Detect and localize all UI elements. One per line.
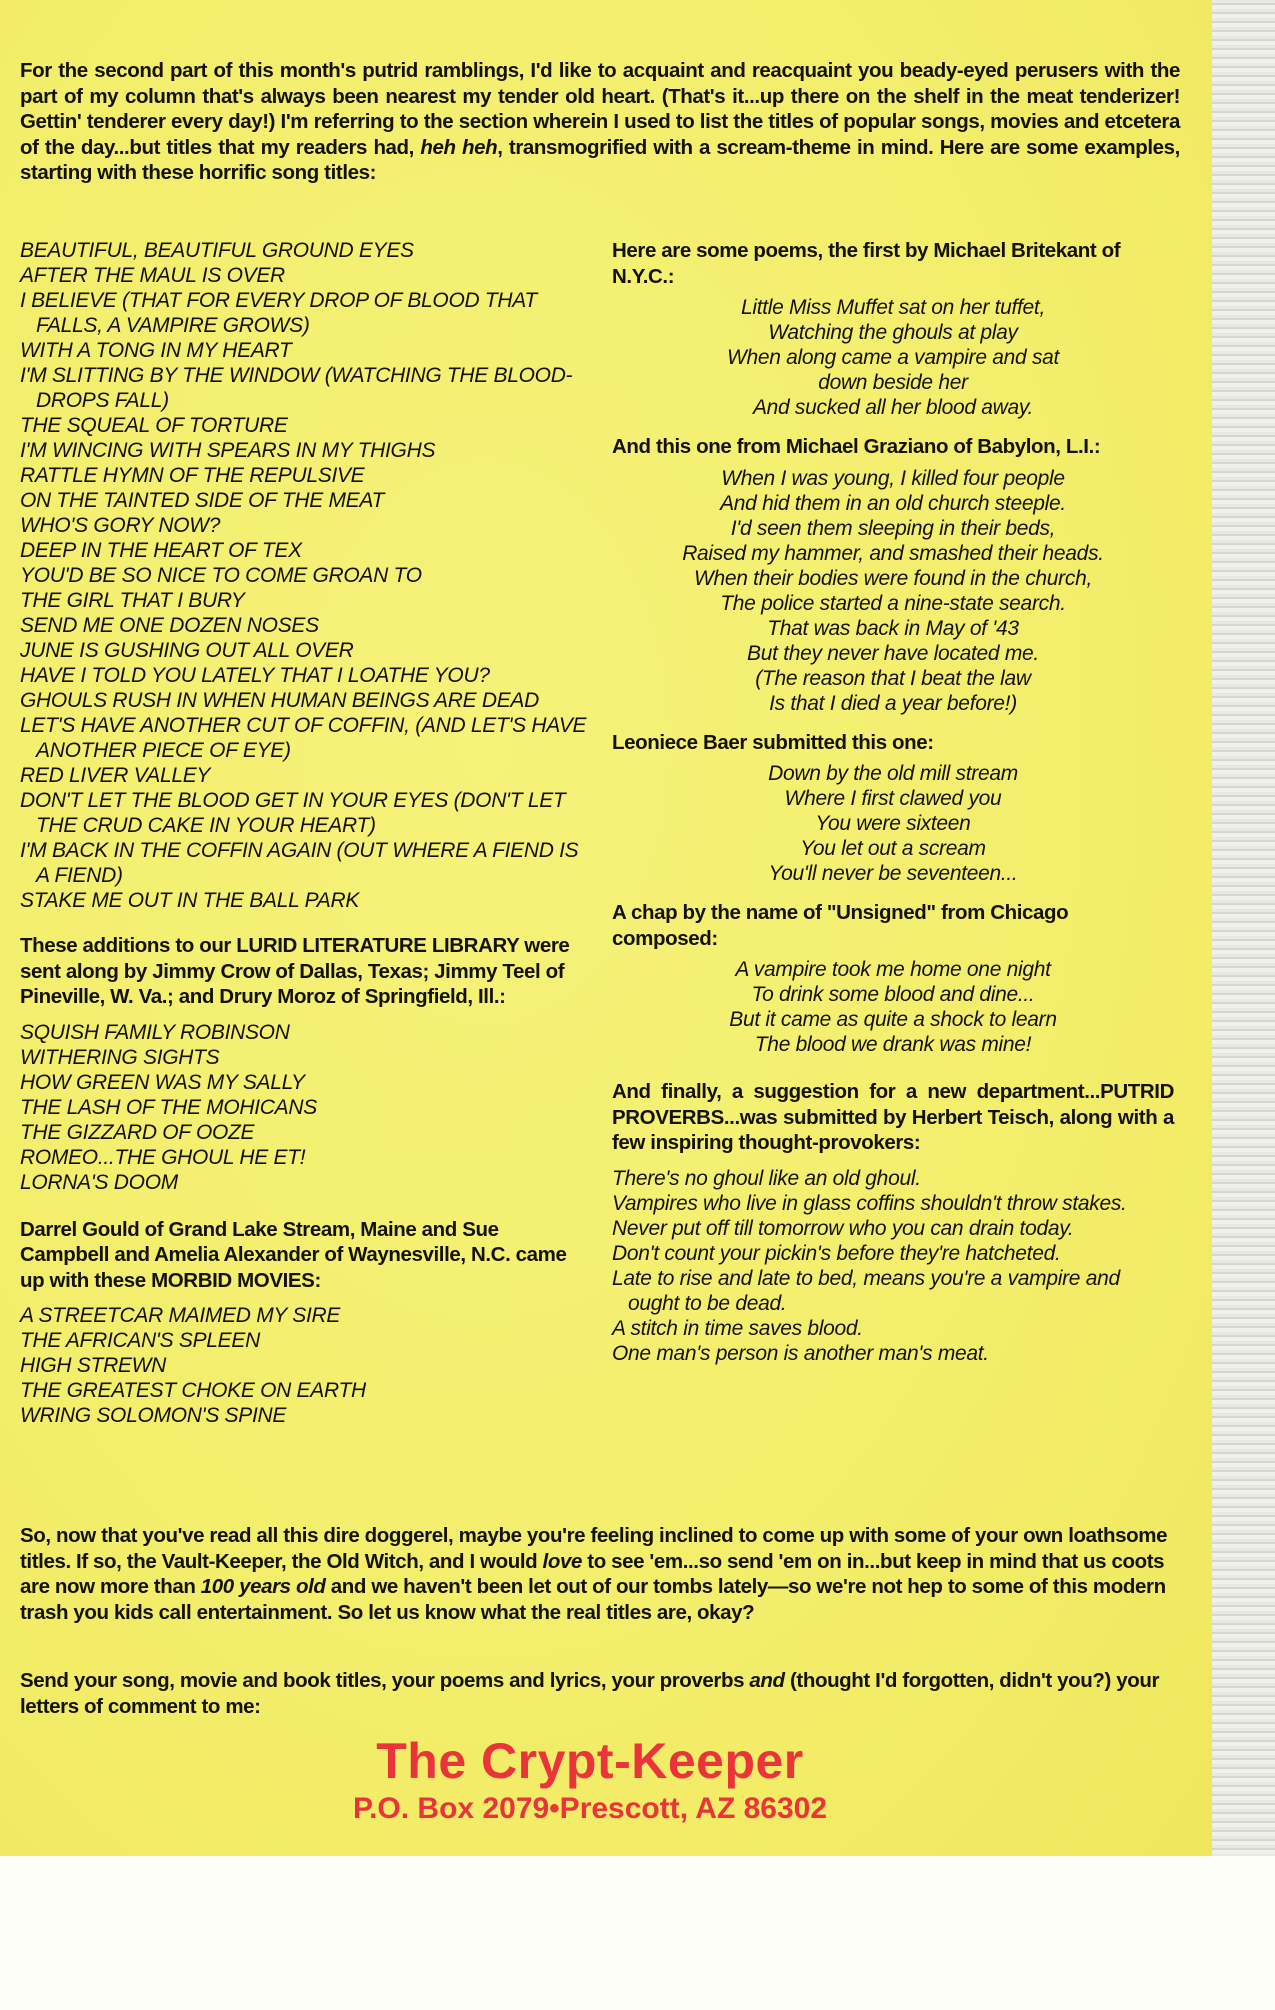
song-title: STAKE ME OUT IN THE BALL PARK — [20, 889, 360, 912]
poem-line: But it came as quite a shock to learn — [729, 1008, 1057, 1031]
poem-line: Is that I died a year before!) — [769, 691, 1017, 715]
poem-line: And hid them in an old church steeple. — [720, 491, 1066, 515]
song-title: WITH A TONG IN MY HEART — [20, 339, 292, 362]
song-title: RED LIVER VALLEY — [20, 764, 211, 787]
movie-title: THE AFRICAN'S SPLEEN — [20, 1329, 260, 1352]
song-title: THE GIRL THAT I BURY — [20, 589, 245, 612]
song-title: AFTER THE MAUL IS OVER — [20, 264, 285, 287]
book-title: ROMEO...THE GHOUL HE ET! — [20, 1145, 306, 1169]
poem-line: To drink some blood and dine... — [751, 983, 1035, 1006]
song-title: I'M BACK IN THE COFFIN AGAIN (OUT WHERE A FIEND IS A FIEND) — [20, 839, 579, 887]
poem-line: And sucked all her blood away. — [752, 396, 1034, 419]
poem-line: Raised my hammer, and smashed their heads. — [682, 541, 1104, 565]
poem — [612, 295, 1174, 420]
song-title: ON THE TAINTED SIDE OF THE MEAT — [20, 489, 385, 512]
proverb: Late to rise and late to bed, means you're a vampire and ought to be dead. — [612, 1266, 1120, 1315]
poem-line: down beside her — [818, 371, 968, 394]
poem-line: You were sixteen — [815, 812, 971, 835]
left-column — [20, 238, 590, 1428]
poem-line: Down by the old mill stream — [768, 762, 1018, 785]
proverbs-list — [612, 1166, 1174, 1366]
book-title: THE GIZZARD OF OOZE — [20, 1120, 255, 1144]
book-titles-list — [20, 1020, 590, 1195]
song-title: YOU'D BE SO NICE TO COME GROAN TO — [20, 564, 422, 587]
song-title: RATTLE HYMN OF THE REPULSIVE — [20, 464, 365, 487]
proverb: One man's person is another man's meat. — [612, 1341, 989, 1365]
poem-line: When their bodies were found in the church, — [693, 566, 1092, 590]
song-title: THE SQUEAL OF TORTURE — [20, 414, 288, 437]
song-title: I BELIEVE (THAT FOR EVERY DROP OF BLOOD THAT FALLS, A VAMPIRE GROWS) — [20, 289, 537, 337]
closing-paragraph: So, now that you've read all this dire doggerel, maybe you're feeling inclined to come up with some of your own loathsome titles. If so, the Vault-Keeper, the Old Witch, and I would love to see 'em...so send 'em on in...but keep in mind that us coots are now more than 100 years old and we haven't been let out of our tombs lately—so we're not hep to some of this modern trash you kids call entertainment. So let us know what the real titles are, okay? — [20, 1524, 1168, 1624]
proverb: A stitch in time saves blood. — [612, 1316, 863, 1340]
poem — [612, 466, 1174, 716]
poem-line: Where I first clawed you — [784, 787, 1002, 810]
movie-title: A STREETCAR MAIMED MY SIRE — [20, 1304, 341, 1327]
song-titles-list — [20, 238, 590, 913]
books-intro: These additions to our LURID LITERATURE LIBRARY were sent along by Jimmy Crow of Dallas, Texas; Jimmy Teel of Pineville, W. Va.; and Drury Moroz of Springfield, Ill.: — [20, 934, 570, 1008]
song-title: JUNE IS GUSHING OUT ALL OVER — [20, 639, 354, 662]
poem-line: You let out a scream — [800, 837, 986, 860]
poem-line: (The reason that I beat the law — [755, 666, 1031, 690]
book-title: WITHERING SIGHTS — [20, 1045, 220, 1069]
poem-intro: A chap by the name of "Unsigned" from Chicago composed: — [612, 901, 1069, 950]
song-title: GHOULS RUSH IN WHEN HUMAN BEINGS ARE DEAD — [20, 689, 539, 712]
song-title: LET'S HAVE ANOTHER CUT OF COFFIN, (AND LET'S HAVE ANOTHER PIECE OF EYE) — [20, 714, 587, 762]
song-title: DON'T LET THE BLOOD GET IN YOUR EYES (DON'T LET THE CRUD CAKE IN YOUR HEART) — [20, 789, 566, 837]
book-title: SQUISH FAMILY ROBINSON — [20, 1020, 290, 1044]
book-title: LORNA'S DOOM — [20, 1170, 178, 1194]
poem-line: Little Miss Muffet sat on her tuffet, — [740, 296, 1046, 319]
poem-intro: Here are some poems, the first by Michael Britekant of N.Y.C.: — [612, 239, 1121, 288]
poem-line: But they never have located me. — [747, 641, 1039, 665]
poem-line: Watching the ghouls at play — [768, 321, 1018, 344]
poem-intro: Leoniece Baer submitted this one: — [612, 730, 934, 754]
book-title: THE LASH OF THE MOHICANS — [20, 1095, 317, 1119]
movie-title: THE GREATEST CHOKE ON EARTH — [20, 1379, 366, 1402]
song-title: SEND ME ONE DOZEN NOSES — [20, 614, 319, 637]
right-column — [612, 238, 1174, 1366]
intro-paragraph: For the second part of this month's putrid ramblings, I'd like to acquaint and reacquaint you beady-eyed perusers with the part of my column that's always been nearest my tender old heart. (That's it...up there on the shelf in the meat tenderizer! Gettin' tenderer every day!) I'm referring to the section wherein I used to list the titles of popular songs, movies and etcetera of the day...but titles that my readers had, heh heh, transmogrified with a scream-theme in mind. Here are some examples, starting with these horrific song titles: — [20, 59, 1180, 184]
poem-line: I'd seen them sleeping in their beds, — [730, 516, 1056, 540]
song-title: I'M SLITTING BY THE WINDOW (WATCHING THE BLOOD-DROPS FALL) — [20, 364, 573, 412]
poem-line: The blood we drank was mine! — [754, 1033, 1032, 1056]
movie-title: WRING SOLOMON'S SPINE — [20, 1404, 287, 1427]
address-name: The Crypt-Keeper — [376, 1733, 804, 1789]
proverb: Don't count your pickin's before they're hatcheted. — [612, 1241, 1061, 1265]
movie-titles-list — [20, 1303, 590, 1428]
movies-intro: Darrel Gould of Grand Lake Stream, Maine and Sue Campbell and Amelia Alexander of Waynesville, N.C. came up with these MORBID MOVIES: — [20, 1217, 567, 1292]
poem-line: That was back in May of '43 — [767, 616, 1019, 640]
song-title: WHO'S GORY NOW? — [20, 514, 221, 537]
song-title: I'M WINCING WITH SPEARS IN MY THIGHS — [20, 439, 436, 462]
movie-title: HIGH STREWN — [20, 1354, 167, 1377]
poem-line: A vampire took me home one night — [735, 958, 1051, 981]
send-paragraph: Send your song, movie and book titles, your poems and lyrics, your proverbs and (thought I'd forgotten, didn't you?) your letters of comment to me: — [20, 1669, 1160, 1718]
poem-line: You'll never be seventeen... — [768, 862, 1018, 885]
proverb: Never put off till tomorrow who you can drain today. — [612, 1216, 1074, 1240]
poem — [612, 957, 1174, 1057]
poem-line: The police started a nine-state search. — [720, 591, 1066, 615]
song-title: BEAUTIFUL, BEAUTIFUL GROUND EYES — [20, 239, 414, 262]
page-edge — [1212, 0, 1275, 1856]
song-title: HAVE I TOLD YOU LATELY THAT I LOATHE YOU? — [20, 664, 490, 687]
poem-line: When I was young, I killed four people — [721, 466, 1065, 490]
proverb: There's no ghoul like an old ghoul. — [612, 1166, 921, 1190]
address-line: P.O. Box 2079•Prescott, AZ 86302 — [352, 1792, 828, 1825]
book-title: HOW GREEN WAS MY SALLY — [20, 1070, 305, 1094]
poem-line: When along came a vampire and sat — [726, 346, 1060, 369]
poem-intro: And this one from Michael Graziano of Babylon, L.I.: — [612, 435, 1101, 458]
song-title: DEEP IN THE HEART OF TEX — [20, 539, 302, 562]
proverbs-intro: And finally, a suggestion for a new department...PUTRID PROVERBS...was submitted by Herbert Teisch, along with a few inspiring thought-provokers: — [612, 1080, 1174, 1154]
poem — [612, 761, 1174, 886]
proverb: Vampires who live in glass coffins shouldn't throw stakes. — [612, 1191, 1127, 1215]
